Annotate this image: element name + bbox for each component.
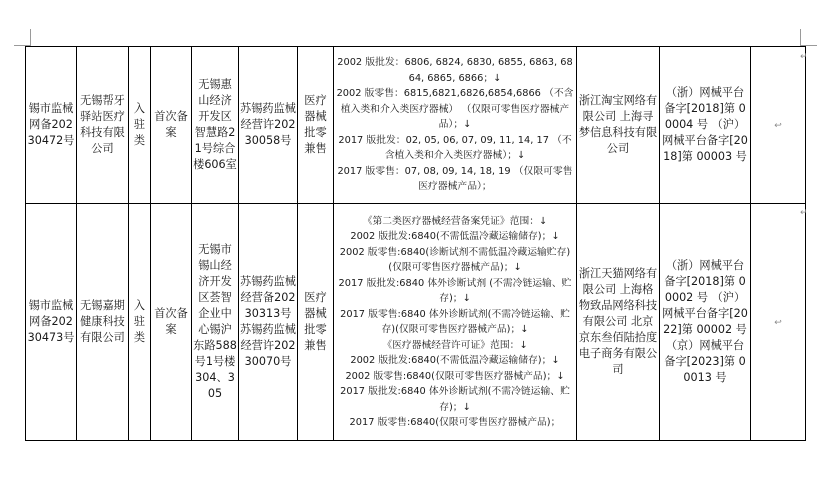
- region-record-number: 锡市监械网备20230472号: [26, 47, 77, 204]
- scope-line: 2002 版批发:6840(不需低温冷藏运输储存)；↓: [350, 355, 560, 366]
- scope-line: 《医疗器械经营许可证》范围：↓: [382, 339, 528, 351]
- scope-line: 2017 版批发:6840 体外诊断试剂(不需冷链运输、贮存)；↓: [340, 386, 570, 413]
- empty-cell: [751, 204, 806, 441]
- crop-mark-top-right: [800, 29, 817, 46]
- cell-end-mark: ↩: [774, 120, 782, 131]
- scope-line: 2002 版零售：6815,6821,6826,6854,6866 （不含植入类和介入类医疗器械） （仅限可零售医疗器械产品）；↓: [336, 88, 574, 131]
- scope-line: 2017 版批发:6840 体外诊断试剂 (不需冷链运输、贮存)；↓: [338, 277, 572, 304]
- company-address: 无锡惠山经济开发区智慧路21号综合楼606室: [192, 47, 239, 204]
- business-mode: 医疗器械批零兼售: [298, 204, 334, 441]
- business-scope: [334, 47, 577, 204]
- platform-filing-numbers: （浙）网械平台备字[2018]第 00002 号 （沪）网械平台备字[2022]第 00002 号 （京）网械平台备字[2023]第 00013 号: [660, 204, 751, 441]
- region-record-number: 锡市监械网备20230473号: [26, 204, 77, 441]
- scope-line: 2002 版零售:6840(仅限可零售医疗器械产品)；↓: [345, 370, 565, 382]
- scope-line: 2002 版零售:6840(诊断试剂不需低温冷藏运输贮存)(仅限可零售医疗器械产品)；↓: [339, 246, 571, 273]
- crop-mark-top-left: [14, 29, 31, 46]
- scope-line: 《第二类医疗器械经营备案凭证》范围：↓: [362, 215, 548, 227]
- platform-names: 浙江天猫网络有限公司 上海格物致品网络科技有限公司 北京京东叁佰陆拾度电子商务有限公司: [577, 204, 660, 441]
- table-row: [26, 47, 806, 204]
- scope-line: 2017 版零售:6840 体外诊断试剂(不需冷链运输、贮存)(仅限可零售医疗器械产品)；↓: [340, 308, 570, 335]
- record-type: 首次备案: [151, 204, 192, 441]
- empty-cell: [751, 47, 806, 204]
- record-type: 首次备案: [151, 47, 192, 204]
- license-number: 苏锡药监械经营许20230058号: [239, 47, 298, 204]
- table-row: [26, 204, 806, 441]
- scope-line: 2002 版批发:6840(不需低温冷藏运输储存)；↓: [350, 231, 560, 242]
- entry-type: 入驻类: [129, 47, 151, 204]
- business-mode: 医疗器械批零兼售: [298, 47, 334, 204]
- platform-names: 浙江淘宝网络有限公司 上海寻梦信息科技有限公司: [577, 47, 660, 204]
- registration-table: [25, 46, 806, 441]
- scope-line: 2017 版批发：02, 05, 06, 07, 09, 11, 14, 17 （不含植入类和介入类医疗器械）；↓: [338, 134, 572, 162]
- business-scope: [334, 204, 577, 441]
- cell-end-mark: ↩: [774, 317, 782, 328]
- row-end-mark: ↵: [800, 208, 808, 218]
- license-number: 苏锡药监械经营备20230313号苏锡药监械经营许20230070号: [239, 204, 298, 441]
- scope-line: 2017 版零售：07, 08, 09, 14, 18, 19 （仅限可零售医疗器械产品）；: [337, 165, 573, 193]
- scope-line: 2002 版批发：6806, 6824, 6830, 6855, 6863, 6864, 6865, 6866；↓: [337, 57, 573, 84]
- company-name: 无锡嘉期健康科技有限公司: [77, 204, 129, 441]
- entry-type: 入驻类: [129, 204, 151, 441]
- scope-line: 2017 版零售:6840(仅限可零售医疗器械产品)；: [349, 417, 561, 428]
- row-end-mark: ↵: [800, 52, 808, 62]
- company-name: 无锡帮牙驿站医疗科技有限公司: [77, 47, 129, 204]
- company-address: 无锡市锡山经济开发区荟智企业中心锡沪东路588号1号楼304、305: [192, 204, 239, 441]
- platform-filing-numbers: （浙）网械平台备字[2018]第 00004 号 （沪）网械平台备字[2018]第 00003 号: [660, 47, 751, 204]
